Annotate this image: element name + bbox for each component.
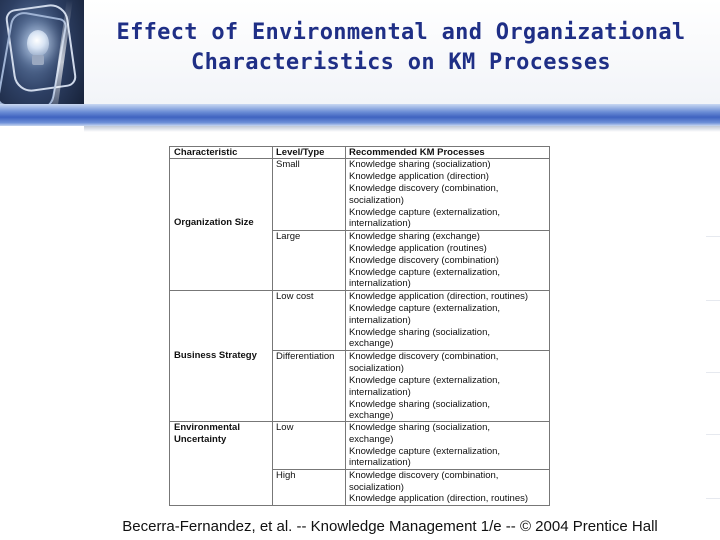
- decorative-line: [706, 236, 720, 237]
- lightbulb-base-icon: [32, 55, 44, 65]
- process-line: Knowledge application (direction): [349, 171, 489, 182]
- level-high: High: [276, 470, 296, 481]
- process-line: internalization): [349, 218, 411, 229]
- process-line: Knowledge capture (externalization,: [349, 207, 501, 218]
- decorative-line: [706, 434, 720, 435]
- process-line: Knowledge capture (externalization,: [349, 267, 501, 278]
- lightbulb-icon: [27, 30, 49, 56]
- process-line: internalization): [349, 315, 411, 326]
- level-low: Low: [276, 422, 294, 433]
- title-line-2: Characteristics on KM Processes: [191, 50, 611, 75]
- level-differentiation: Differentiation: [276, 351, 335, 362]
- process-line: exchange): [349, 338, 394, 349]
- process-line: Knowledge sharing (socialization,: [349, 327, 490, 338]
- level-small: Small: [276, 159, 300, 170]
- process-line: Knowledge sharing (socialization,: [349, 422, 490, 433]
- decorative-line: [706, 300, 720, 301]
- header-level-type: Level/Type: [276, 147, 325, 158]
- process-line: Knowledge capture (externalization,: [349, 375, 501, 386]
- process-line: Knowledge sharing (socialization): [349, 159, 491, 170]
- decorative-line: [706, 372, 720, 373]
- characteristic-organization-size: Organization Size: [174, 217, 254, 228]
- process-line: exchange): [349, 434, 394, 445]
- process-line: Knowledge discovery (combination,: [349, 351, 499, 362]
- characteristic-business-strategy: Business Strategy: [174, 350, 257, 361]
- process-line: socialization): [349, 482, 404, 493]
- process-line: Knowledge discovery (combination): [349, 255, 499, 266]
- km-processes-table: [169, 146, 550, 506]
- characteristic-uncertainty: Uncertainty: [174, 434, 227, 445]
- process-line: Knowledge discovery (combination,: [349, 470, 499, 481]
- process-line: socialization): [349, 195, 404, 206]
- level-low-cost: Low cost: [276, 291, 314, 302]
- process-line: internalization): [349, 278, 411, 289]
- process-line: exchange): [349, 410, 394, 421]
- header-divider-bar: [0, 104, 720, 126]
- column-divider: [345, 147, 346, 505]
- process-line: internalization): [349, 387, 411, 398]
- process-line: Knowledge capture (externalization,: [349, 446, 501, 457]
- process-line: Knowledge sharing (socialization,: [349, 399, 490, 410]
- process-line: internalization): [349, 457, 411, 468]
- level-large: Large: [276, 231, 301, 242]
- header-bar-shadow: [84, 126, 720, 132]
- process-line: Knowledge application (direction, routines): [349, 291, 529, 302]
- process-line: Knowledge application (routines): [349, 243, 487, 254]
- process-line: Knowledge sharing (exchange): [349, 231, 480, 242]
- slide-title: [96, 18, 706, 78]
- decorative-line: [706, 498, 720, 499]
- header-recommended-processes: Recommended KM Processes: [349, 147, 485, 158]
- process-line: Knowledge discovery (combination,: [349, 183, 499, 194]
- title-line-1: Effect of Environmental and Organizational: [116, 20, 686, 45]
- slide-footer: Becerra-Fernandez, et al. -- Knowledge Management 1/e -- © 2004 Prentice Hall: [122, 518, 658, 535]
- process-line: Knowledge application (direction, routines): [349, 493, 529, 504]
- process-line: socialization): [349, 363, 404, 374]
- characteristic-environmental: Environmental: [174, 422, 240, 433]
- header-characteristic: Characteristic: [174, 147, 238, 158]
- column-divider: [272, 147, 273, 505]
- process-line: Knowledge capture (externalization,: [349, 303, 501, 314]
